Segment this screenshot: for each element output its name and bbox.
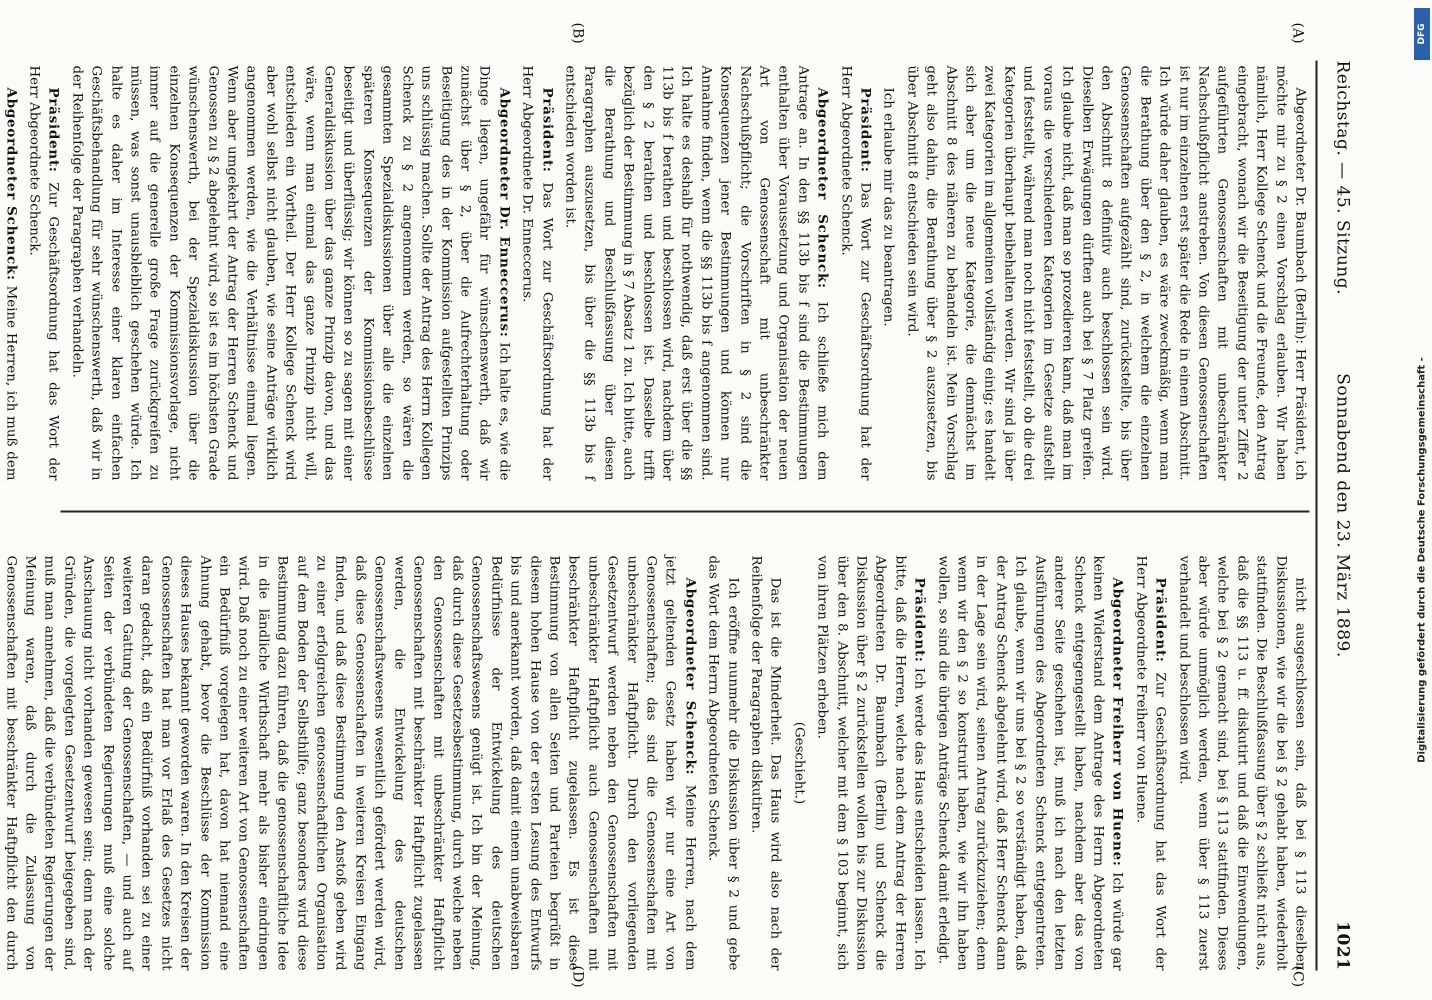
- paragraph-text: Ich halte es, wie die Dinge liegen, ungefähr für wünschenswerth, daß wir zunächst über § 2, über die Aufrechterhaltung oder Beseitigung des in der Kommission aufgestellten Prinzips uns schlüssig machen. Sollte der Antrag des Herrn Kollegen Schenck zu § 2 angenommen werden, so wären die gesammten Spezialdiskussionen über alle die einzelnen späteren Konsequenzen der Kommissionsbeschlüsse beseitigt und überflüssig; wir können so zu sagen mit einer Generaldiskussion über das ganze Prinzip davon, und das wäre, wenn man einmal das ganze Prinzip nicht will, entschieden ein Vortheil. Der Herr Kollege Schenck wird aber wohl selbst nicht glauben, wie seine Anträge wirklich angenommen werden, wie die Verhältnisse einmal liegen. Wenn aber umgekehrt der Antrag der Herren Schenck und Genossen zu § 2 abgelehnt wird, so ist es im höchsten Grade wünschenswerth, bei der Spezialdiskussion über die einzelnen Konsequenzen der Kommissionsvorlage, nicht immer auf die generelle große Frage zurückgreifen zu müssen, was sonst unausbleiblich geschehen würde. Ich halte es daher im Interesse einer klaren einfachen Geschäftsbehandlung für sehr wünschenswerth, daß wir in der Reihenfolge der Paragraphen verhandeln.: [68, 65, 511, 480]
- paragraph: [932, 555, 1126, 970]
- dfg-logo: DFG: [1414, 8, 1430, 60]
- paragraph: [788, 555, 807, 970]
- paragraph-text: Das ist die Minderheit. Das Haus wird also nach der Reihenfolge der Paragraphen diskutiren.: [748, 555, 783, 970]
- paragraph: [0, 65, 20, 480]
- speaker-name: Präsident:: [538, 87, 555, 173]
- speaker-name: Präsident:: [857, 87, 874, 173]
- speaker-name: Präsident:: [911, 577, 928, 663]
- paragraph: [878, 65, 897, 480]
- paragraph-text: Meine Herren, nach dem jetzt geltenden Gesetz haben wir nur eine Art von Genossenschaften; das sind die Genossenschaften mit unbeschränkter Haftpflicht. Durch den vorliegenden Gesetzentwurf werden neben den Genossenschaften mit unbeschränkter Haftpflicht auch Genossenschaften mit beschränkter Haftpflicht zugelassen. Es ist diese Bestimmung von allen Seiten und Parteien begrüßt in diesem hohen Hause von der ersten Lesung des Entwurfs bis und anerkannt worden, daß damit einem unabweisbaren Bedürfnisse der Entwickelung des deutschen Genossenschaftswesens genügt ist. Ich bin der Meinung, daß durch diese Gesetzesbestimmung, durch welche neben den Genossenschaften mit unbeschränkter Haftpflicht Genossenschaften mit beschränkter Haftpflicht zugelassen werden, die Entwickelung des deutschen Genossenschaftswesens wesentlich gefördert werden wird, daß diese Genossenschaften in weiteren Kreisen Eingang finden, und daß diese Bestimmung den Anstoß geben wird zu einer erfolgreichen genossenschaftlichen Organisation auf dem Boden der Selbsthilfe; ganz besonders wird diese Bestimmung dazu führen, daß die genossenschaftliche Idee in die ländliche Wirthschaft mehr als bisher eindringen wird. Daß noch zu einer weiteren Art von Genossenschaften ein Bedürfniß vorgelegen hat, davon hat niemand eine Ahnung gehabt, bevor die Beschlüsse der Kommission dieses Hauses bekannt geworden waren. In den Kreisen der Genossenschaften hat man vor Erlaß des Gesetzes nicht daran gedacht, daß ein Bedürfniß vorhanden sei zu einer weiteren Gattung der Genossenschaften, — und auch auf Seiten der verbündeten Regierungen muß eine solche Anschauung nicht vorhanden gewesen sein; denn nach der Gründen, die vorgelegten Gesetzentwurf beigegeben sind, muß man annehmen, daß die verbündeten Regierungen der Meinung waren, daß durch die Zulassung von Genossenschaften mit beschränkter Haftpflicht den durch: [2, 555, 697, 970]
- header-session: Reichstag. — 45. Sitzung.: [1332, 60, 1352, 295]
- paragraph: [66, 65, 512, 480]
- left-text-column: [2, 65, 1309, 480]
- paragraph: [901, 65, 1309, 480]
- watermark-text: Digitalisierung gefördert durch die Deutsche Forschungsgemeinschaft -: [1416, 357, 1428, 763]
- margin-marker-d: (D): [569, 965, 585, 988]
- paragraph-text: Ich schließe mich dem Antrage an. In den §§ 113b bis f sind die Bestimmungen enthalten über Voraussetzung und Organisation der neuen Art von Genossenschaft mit unbeschränkter Nachschußpflicht; die Vorschriften in § 2 sind die Konsequenzen jener Bestimmungen und können nur Annahme finden, wenn die §§ 113b bis f angenommen sind. Ich halte es deshalb für nothwendig, daß erst über die §§ 113b bis f berathen und beschlossen wird, nachdem über den § 2 berathen und beschlossen ist. Dasselbe trifft bezüglich der Bestimmung in § 7 Absatz 1 zu. Ich bitte, auch die Berathung und Beschlußfassung über diesen Paragraphen auszusetzen, bis über die §§ 113b bis f entschieden worden ist.: [561, 65, 830, 480]
- paragraph-text: Zur Geschäftsordnung hat das Wort der Herr Abgeordnete Schenck.: [26, 65, 61, 480]
- paragraph-text: Das Wort zur Geschäftsordnung hat der Herr Abgeordnete Dr. Enneccerus.: [519, 65, 554, 480]
- page-header: [1327, 60, 1357, 970]
- speaker-name: Abgeordneter Schenck:: [681, 577, 698, 775]
- paragraph-text: Das Wort zur Geschäftsordnung hat der Herr Abgeordnete Schenck.: [837, 65, 873, 480]
- column-divider: [60, 510, 1309, 512]
- paragraph: [1130, 555, 1169, 970]
- paragraph-text: Ich würde gar keinen Widerstand dem Antrage des Herrn Abgeordneten Schenck entgegengestellt haben, nachdem aber das von anderer Seite geschehen ist, muß ich nach den letzten Ausführungen des Abgeordneten Schenck entgegentreten. Ich glaube, wenn wir uns bei § 2 so verständigt haben, daß der Antrag Schenck abgelehnt wird, daß Herr Schenck dann in der Lage sein wird, seinen Antrag zurückzuziehen; denn wenn wir den § 2 so konstruirt haben, wie wir ihn haben wollen, so sind die übrigen Anträge Schenck damit erledigt.: [934, 555, 1125, 970]
- speaker-name: Präsident:: [45, 87, 62, 173]
- paragraph-text: Ich erlaube mir das zu beantragen.: [880, 87, 896, 327]
- paragraph-text: Zur Geschäftsordnung hat das Wort der Herr Abgeordnete Freiherr von Huene.: [1132, 555, 1168, 970]
- header-date: Sonnabend den 23. März 1889.: [1332, 372, 1352, 658]
- speaker-name: Abgeordneter Freiherr von Huene:: [1109, 577, 1126, 867]
- paragraph: [517, 65, 556, 480]
- speaker-name: Abgeordneter Dr. Enneccerus:: [495, 87, 512, 338]
- paragraph-text: Meine Herren, ich muß dem: [2, 285, 18, 480]
- digitization-watermark: [1412, 0, 1432, 1000]
- right-text-column: [2, 555, 1309, 970]
- paragraph-text: Ich eröffne nunmehr die Diskussion über § 2 und gebe das Wort dem Herrn Abgeordneten Schenck.: [705, 555, 740, 970]
- paragraph: [746, 555, 785, 970]
- paragraph: [24, 65, 63, 480]
- margin-marker-b: (B): [569, 22, 585, 44]
- speaker-name: Abgeordneter Schenck:: [2, 87, 19, 281]
- paragraph: [560, 65, 832, 480]
- paragraph-text: Ich werde das Haus entscheiden lassen. Ich bitte, daß die Herren, welche nach dem Antrag der Herren Abgeordneten Dr. Baumbach (Berlin) und Schenck die Diskussion über § 2 zurückstellen wollen bis zur Diskussion über den 8. Abschnitt, welcher mit dem § 103 beginnt, sich von ihren Plätzen erheben.: [814, 555, 927, 970]
- margin-marker-c: (C): [1289, 965, 1305, 987]
- paragraph-text: Abgeordneter Dr. Baumbach (Berlin): Herr Präsident, ich möchte mir zu § 2 einen Vorschlag erlauben. Wir haben nämlich, Herr Kollege Schenck und die Freunde, den Antrag eingebracht, wonach wir die Beseitigung der unter Ziffer 2 aufgeführten Genossenschaften mit unbeschränkter Nachschußpflicht anstreben. Von diesen Genossenschaften ist nur im einzelnen erst später die Rede in einem Abschnitt. Ich würde daher glauben, es wäre zweckmäßig, wenn man die Berathung über den § 2, in welchem die einzelnen Genossenschaften aufgezählt sind, zurückstellte, bis über den Abschnitt 8 definitiv auch beschlossen sein wird. Dieselben Erwägungen dürften auch bei § 7 Platz greifen. Ich glaube nicht, daß man so prozedieren kann, daß man im voraus die verschiedenen Kategorien im Gesetze aufstellt und feststellt, während man noch nicht feststellt, ob die drei Kategorien überhaupt beibehalten werden. Wir sind ja über zwei Kategorien im allgemeinen vollständig einig; es handelt sich aber um die neue Kategorie, die demnächst im Abschnitt 8 des näheren zu behandeln ist. Mein Vorschlag geht also dahin, die Berathung über § 2 auszusetzen, bis über Abschnitt 8 entschieden sein wird.: [903, 65, 1307, 480]
- paragraph: [0, 555, 699, 970]
- speaker-name: Präsident:: [1152, 577, 1169, 663]
- page-number: 1021: [1332, 920, 1352, 970]
- speaker-name: Abgeordneter Schenck:: [814, 87, 831, 289]
- paragraph: [703, 555, 742, 970]
- paragraph: [1173, 555, 1309, 970]
- paragraph-text: nicht ausgeschlossen sein, daß bei § 113 dieselben Diskussionen, wie wir die bei § 2 gehabt haben, wiederholt stattfinden. Die Beschlußfassung über § 2 schließt nicht aus, daß die §§ 113 u. ff. diskutirt und daß die Einwendungen, welche bei § 2 gemacht sind, bei § 113 stattfinden. Dieses aber würde unmöglich werden, wenn über § 113 zuerst verhandelt und beschlossen wird.: [1175, 555, 1307, 970]
- paragraph-text: (Geschieht.): [790, 721, 806, 804]
- paragraph: [812, 555, 928, 970]
- paragraph: [835, 65, 874, 480]
- header-rule: [1315, 60, 1317, 970]
- margin-marker-a: (A): [1289, 22, 1305, 44]
